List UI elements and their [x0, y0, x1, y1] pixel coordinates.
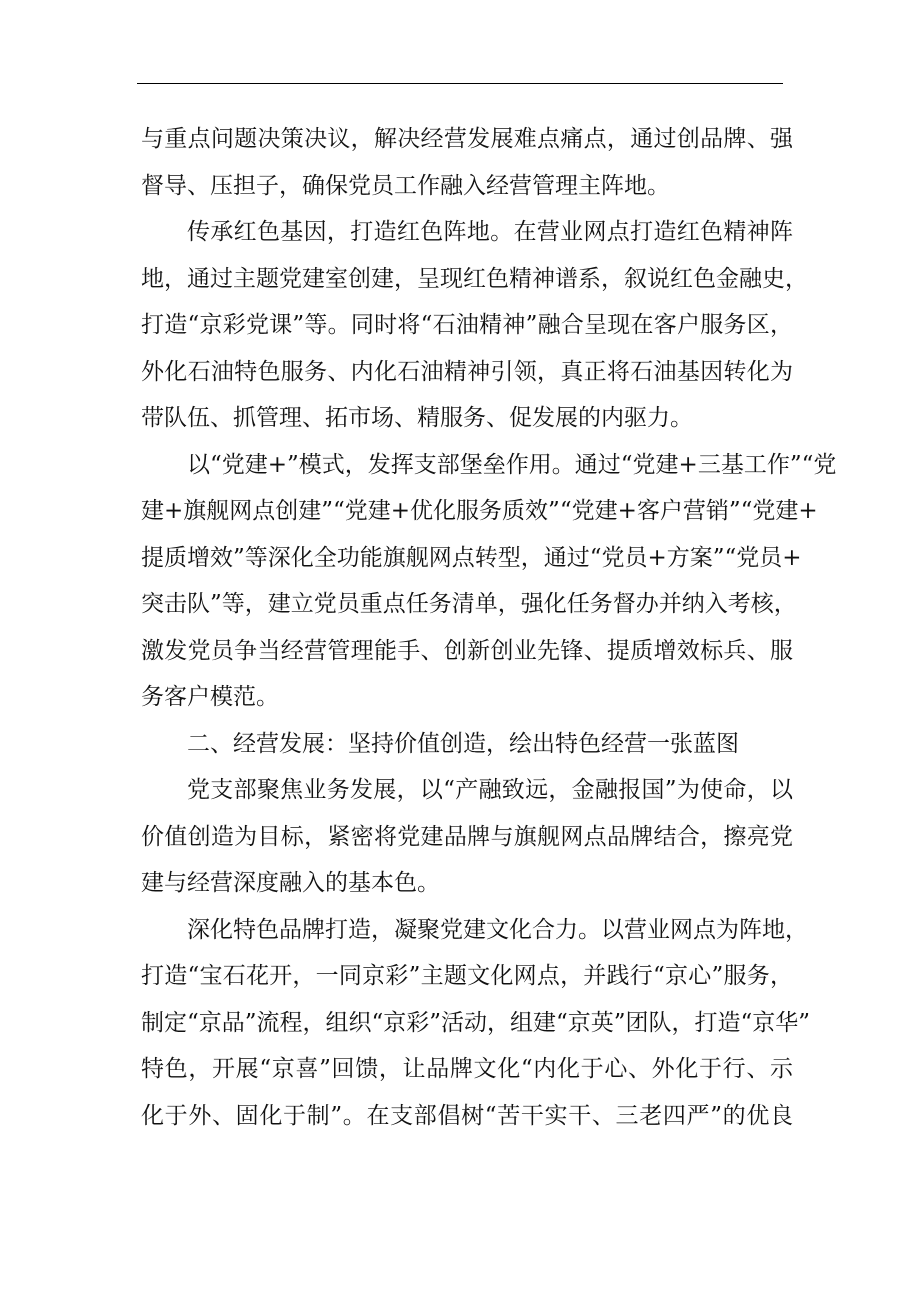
text-line: 外化石油特色服务、内化石油精神引领，真正将石油基因转化为	[141, 358, 793, 385]
text-line: 党支部聚焦业务发展，以“产融致远，金融报国”为使命，以	[187, 777, 793, 803]
text-line: 打造“宝石花开，一同京彩”主题文化网点，并践行“京心”服务，	[141, 963, 793, 989]
text-line: 带队伍、抓管理、拓市场、精服务、促发展的内驱力。	[141, 405, 693, 431]
text-line: 特色，开展“京喜”回馈，让品牌文化“内化于心、外化于行、示	[141, 1056, 793, 1082]
text-line: 建+旗舰网点创建”“党建+优化服务质效”“党建+客户营销”“党建+	[141, 498, 818, 524]
text-line: 以“党建+”模式，发挥支部堡垒作用。通过“党建+三基工作”“党	[187, 451, 837, 478]
text-line: 深化特色品牌打造，凝聚党建文化合力。以营业网点为阵地，	[187, 916, 808, 943]
text-line: 打造“京彩党课”等。同时将“石油精神”融合呈现在客户服务区，	[141, 312, 793, 338]
text-line: 制定“京品”流程，组织“京彩”活动，组建“京英”团队，打造“京华”	[141, 1009, 811, 1036]
text-line: 价值创造为目标，紧密将党建品牌与旗舰网点品牌结合，擦亮党	[141, 823, 793, 850]
text-line: 传承红色基因，打造红色阵地。在营业网点打造红色精神阵	[187, 219, 793, 245]
section-heading: 二、经营发展：坚持价值创造，绘出特色经营一张蓝图	[187, 730, 739, 757]
text-line: 地，通过主题党建室创建，呈现红色精神谱系，叙说红色金融史，	[141, 265, 808, 292]
text-line: 务客户模范。	[141, 684, 279, 710]
text-line: 提质增效”等深化全功能旗舰网点转型，通过“党员+方案”“党员+	[141, 544, 802, 571]
text-line: 化于外、固化于制”。在支部倡树“苦干实干、三老四严”的优良	[141, 1102, 793, 1129]
text-line: 督导、压担子，确保党员工作融入经营管理主阵地。	[141, 172, 670, 199]
text-line: 与重点问题决策决议，解决经营发展难点痛点，通过创品牌、强	[141, 126, 793, 152]
text-line: 建与经营深度融入的基本色。	[141, 870, 440, 896]
text-line: 突击队”等，建立党员重点任务清单，强化任务督办并纳入考核，	[141, 591, 797, 617]
text-line: 激发党员争当经营管理能手、创新创业先锋、提质增效标兵、服	[141, 637, 793, 664]
header-rule	[137, 83, 783, 84]
body-text	[141, 116, 837, 1139]
